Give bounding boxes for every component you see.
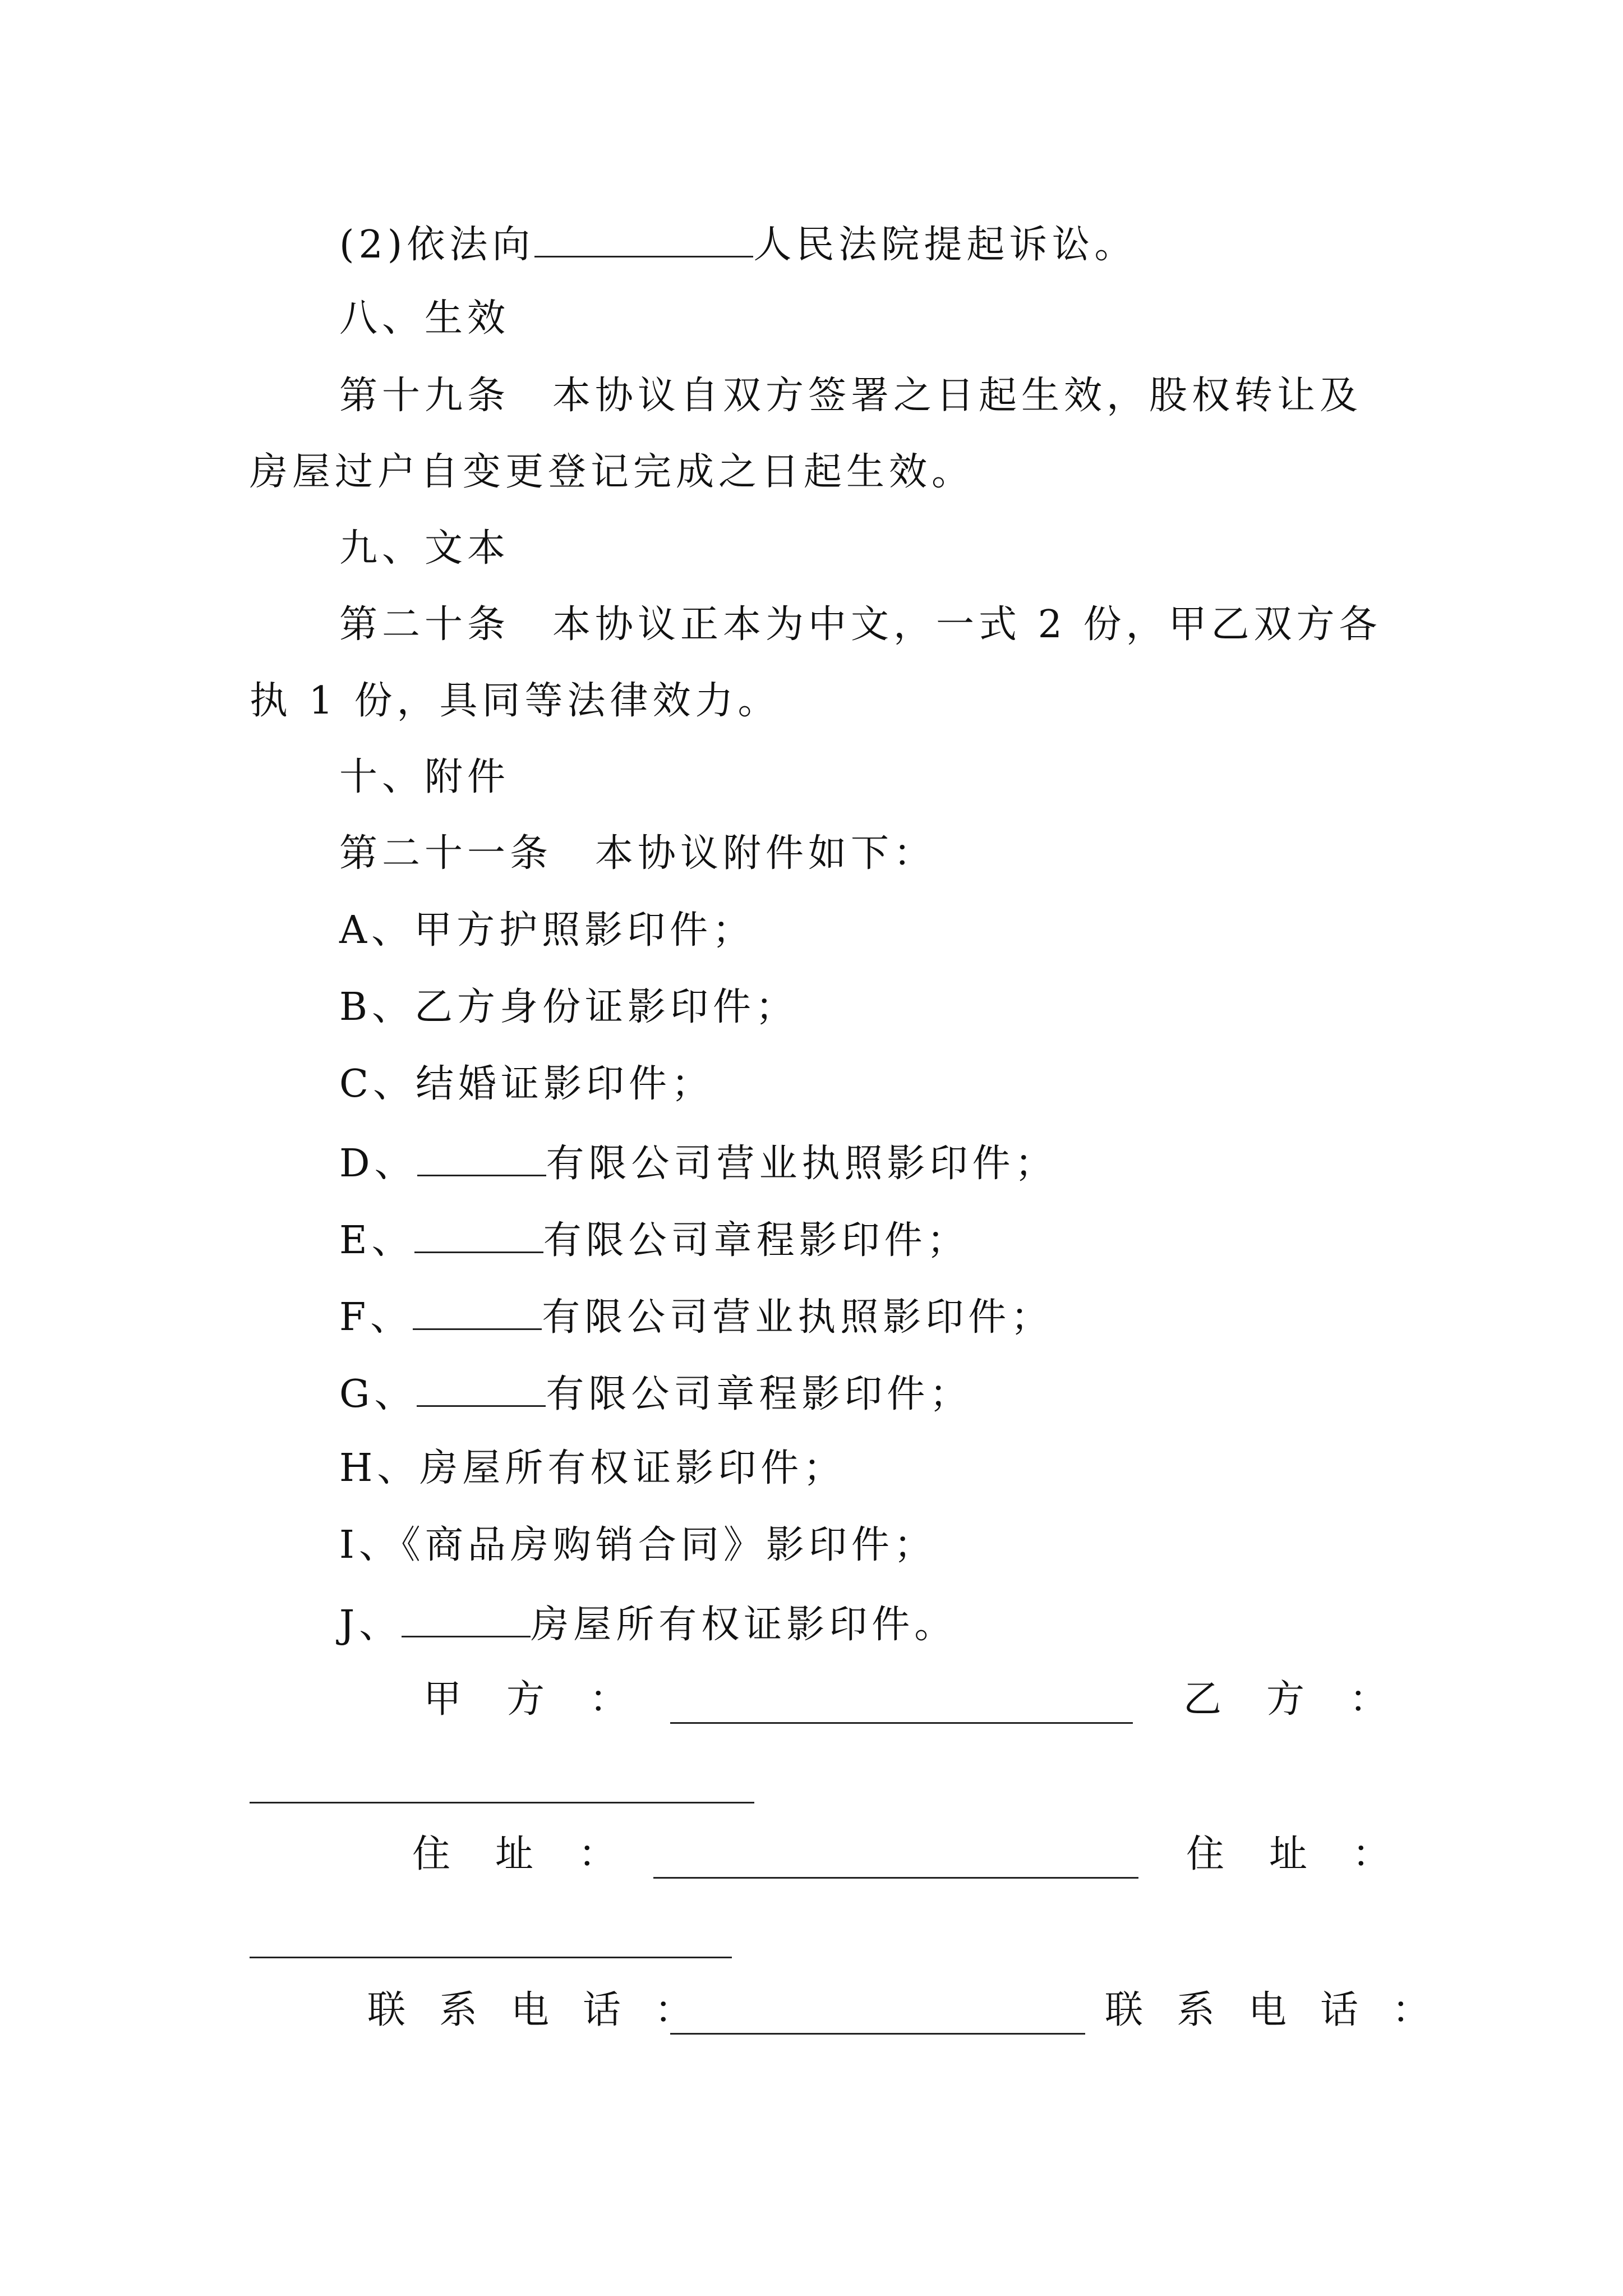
article-19-line-2: 房屋过户自变更登记完成之日起生效。 xyxy=(250,450,975,494)
attachment-a: A、甲方护照影印件； xyxy=(339,908,755,953)
blank-owner-name xyxy=(402,1603,531,1637)
party-a-signature-line xyxy=(670,1722,1133,1724)
blank-company-name xyxy=(417,1373,546,1407)
address-label-b: 住址： xyxy=(1186,1832,1436,1876)
attachment-f xyxy=(339,1295,1054,1340)
address-a-line xyxy=(653,1877,1138,1879)
text-segment: (2)依法向 xyxy=(339,223,535,267)
text-segment: E、 xyxy=(339,1218,414,1263)
article-20-line-2: 执 1 份，具同等法律效力。 xyxy=(250,679,781,723)
text-segment: 有限公司章程影印件； xyxy=(543,1218,970,1263)
text-segment: F、 xyxy=(339,1295,413,1340)
text-segment: 人民法院提起诉讼。 xyxy=(753,223,1137,267)
phone-label-b: 联系电话： xyxy=(1105,1988,1464,2032)
blank-company-name xyxy=(417,1142,546,1176)
address-b-line xyxy=(250,1957,732,1958)
section-heading-attachments: 十、附件 xyxy=(339,755,510,799)
blank-court-name xyxy=(534,223,753,257)
text-segment: D、 xyxy=(339,1142,417,1186)
phone-a-line xyxy=(670,2033,1085,2035)
attachment-g xyxy=(339,1373,972,1414)
text-segment: 有限公司营业执照影印件； xyxy=(546,1142,1058,1186)
party-a-label: 甲方： xyxy=(423,1677,673,1722)
attachment-j xyxy=(339,1603,957,1647)
attachment-b: B、乙方身份证影印件； xyxy=(339,985,798,1029)
blank-company-name xyxy=(414,1219,543,1253)
party-b-signature-line xyxy=(250,1802,754,1803)
text-segment: 房屋所有权证影印件。 xyxy=(531,1603,957,1647)
clause-litigation xyxy=(339,223,1137,267)
article-19-line-1: 第十九条 本协议自双方签署之日起生效，股权转让及 xyxy=(339,374,1363,418)
blank-company-name xyxy=(413,1296,542,1330)
text-segment: G、 xyxy=(339,1372,417,1416)
address-label-a: 住址： xyxy=(412,1832,662,1876)
section-heading-text: 九、文本 xyxy=(339,526,510,570)
section-heading-effect: 八、生效 xyxy=(339,296,510,341)
attachment-h: H、房屋所有权证影印件； xyxy=(339,1446,846,1490)
phone-label-a: 联系电话： xyxy=(367,1988,727,2032)
text-segment: 有限公司营业执照影印件； xyxy=(542,1295,1054,1340)
text-segment: 有限公司章程影印件； xyxy=(546,1372,972,1416)
attachment-d xyxy=(339,1142,1058,1186)
article-20-line-1: 第二十条 本协议正本为中文，一式 2 份，甲乙双方各 xyxy=(339,602,1382,647)
attachment-e xyxy=(339,1218,970,1263)
text-segment: J、 xyxy=(339,1603,402,1647)
attachment-i: I、《商品房购销合同》影印件； xyxy=(339,1523,937,1567)
article-21: 第二十一条 本协议附件如下： xyxy=(339,831,937,876)
attachment-c: C、结婚证影印件； xyxy=(339,1062,714,1106)
party-b-label: 乙方： xyxy=(1183,1677,1433,1722)
